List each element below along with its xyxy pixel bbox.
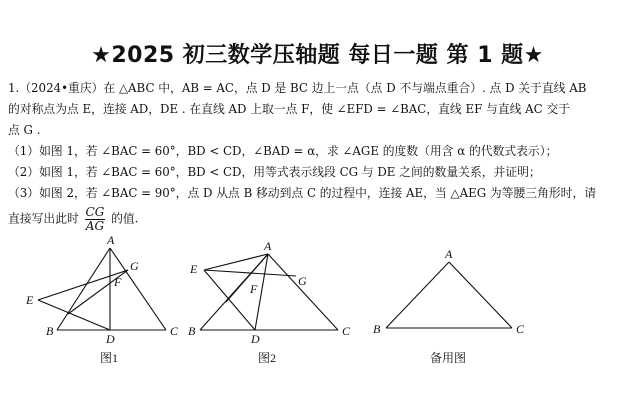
fig1-label-f: F (114, 275, 122, 289)
fig2-seg-ea (204, 254, 268, 270)
fig2-label-d: D (251, 332, 260, 346)
fig2-label-g: G (298, 274, 307, 288)
figure-3-labels (373, 247, 525, 336)
fig1-label-a: A (107, 233, 115, 247)
fig1-label-d: D (106, 332, 115, 346)
fig2-seg-ed (204, 270, 255, 330)
fig3-caption: 备用图 (430, 351, 467, 365)
fig1-caption: 图1 (100, 351, 119, 365)
question-3-tail (8, 206, 628, 233)
fig2-label-e: E (190, 262, 198, 276)
problem-line-1: 1.（2024•重庆）在 △ABC 中，AB = AC，点 D 是 BC 边上一点（点 D 不与端点重合）. 点 D 关于直线 AB (8, 81, 587, 95)
question-1: （1）如图 1，若 ∠BAC = 60°，BD < CD，∠BAD = α，求 ∠AGE 的度数（用含 α 的代数式表示）； (8, 144, 558, 158)
fig2-caption: 图2 (258, 351, 277, 365)
fig2-label-b: B (188, 324, 196, 338)
fig3-label-b: B (373, 322, 381, 336)
fig1-label-g: G (130, 259, 139, 273)
figure-2 (200, 254, 338, 330)
fig2-seg-ac (268, 254, 338, 330)
question-3: （3）如图 2，若 ∠BAC = 90°，点 D 从点 B 移动到点 C 的过程中，连接 AE，当 △AEG 为等腰三角形时，请 (8, 186, 597, 200)
fig1-label-e: E (26, 293, 34, 307)
fig1-label-b: B (46, 324, 54, 338)
fraction-denominator: AG (85, 219, 105, 233)
figures-svg (0, 232, 635, 412)
q3-tail-after: 的值. (111, 211, 139, 226)
fig1-label-c: C (170, 324, 179, 338)
fig3-label-a: A (445, 247, 453, 261)
fig2-seg-extra (226, 254, 268, 302)
problem-line-2: 的对称点为点 E，连接 AD，DE . 在直线 AD 上取一点 F，使 ∠EFD = ∠BAC，直线 EF 与直线 AC 交于 (8, 102, 571, 116)
problem-text (8, 78, 628, 233)
fig3-seg-ac (449, 262, 512, 328)
fraction-numerator: CG (85, 205, 105, 219)
fraction-cg-over-ag (85, 206, 106, 233)
figure-3 (386, 262, 512, 328)
q3-tail-before: 直接写出此时 (8, 211, 79, 226)
fig3-label-c: C (516, 322, 525, 336)
fig2-label-a: A (264, 239, 272, 253)
problem-line-3: 点 G . (8, 123, 41, 137)
fig2-label-c: C (342, 324, 351, 338)
question-2: （2）如图 1，若 ∠BAC = 60°，BD < CD，用等式表示线段 CG 与 DE 之间的数量关系，并证明； (8, 165, 541, 179)
figure-1 (38, 248, 166, 330)
fig2-label-f: F (250, 282, 258, 296)
page-title: ★2025 初三数学压轴题 每日一题 第 1 题★ (91, 43, 544, 68)
fig3-seg-ab (386, 262, 449, 328)
